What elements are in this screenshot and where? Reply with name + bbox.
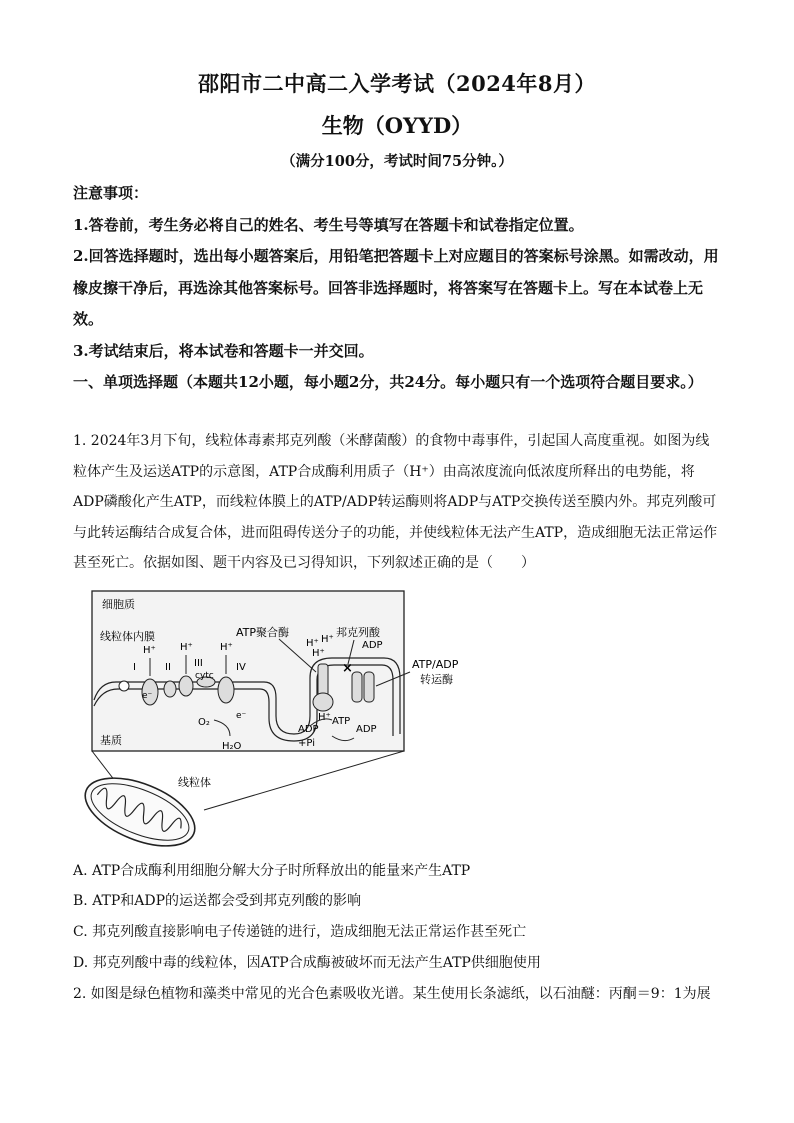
cytc-label: cytc	[195, 671, 214, 681]
question-1-stem	[73, 426, 721, 579]
mitochondria-atp-diagram	[64, 586, 494, 854]
atp-synthase-head	[313, 693, 333, 711]
notice-item-2: 2.回答选择题时，选出每小题答案后，用铅笔把答题卡上对应题目的答案标号涂黑。如需改动，用橡皮擦干净后，再选涂其他答案标号。回答非选择题时，将答案写在答题卡上。写在本试卷上无效。	[73, 247, 719, 328]
cytoplasm-label: 细胞质	[102, 598, 135, 611]
adp-label-matrix: ADP	[356, 724, 377, 735]
electron-label-2: e⁻	[236, 711, 247, 721]
exam-title: 邵阳市二中高二入学考试（2024年8月）	[197, 71, 597, 96]
exam-info: （满分100分，考试时间75分钟。）	[281, 153, 513, 170]
h-plus-label-4: H⁺	[306, 638, 319, 649]
notice-item-3: 3.考试结束后，将本试卷和答题卡一并交回。	[73, 341, 374, 360]
inner-membrane-label: 线粒体内膜	[100, 630, 155, 643]
option-d: D. 邦克列酸中毒的线粒体，因ATP合成酶被破坏而无法产生ATP供细胞使用	[73, 955, 541, 971]
translocase-left	[352, 672, 362, 702]
option-b: B. ATP和ADP的运送都会受到邦克列酸的影响	[73, 893, 362, 909]
complex-ii-label: II	[165, 662, 171, 673]
translocase-right	[364, 672, 374, 702]
h-plus-label-7: H⁺	[318, 712, 331, 723]
section-1-heading: 一、单项选择题（本题共12小题，每小题2分，共24分。每小题只有一个选项符合题目要求。）	[73, 373, 703, 391]
zoom-line-right	[204, 751, 404, 810]
atp-synthase-stalk	[318, 664, 328, 696]
atp-synthase-label: ATP聚合酶	[236, 626, 290, 639]
bongkrekic-acid-label: 邦克列酸	[336, 626, 380, 639]
h2o-label: H₂O	[222, 741, 242, 752]
block-cross: ×	[342, 661, 353, 676]
h-plus-label-1: H⁺	[143, 645, 156, 656]
mitochondrion-label: 线粒体	[178, 776, 211, 789]
adp-label-synth: ADP	[298, 724, 319, 735]
complex-iii-label: III	[194, 658, 203, 669]
complex-iv-label: IV	[236, 662, 246, 673]
electron-label-1: e⁻	[142, 691, 153, 701]
notice-item-1: 1.答卷前，考生务必将自己的姓名、考生号等填写在答题卡和试卷指定位置。	[73, 215, 584, 234]
question-1-text: 1. 2024年3月下旬，线粒体毒素邦克列酸（米酵菌酸）的食物中毒事件，引起国人高度重视。如图为线粒体产生及运送ATP的示意图，ATP合成酶利用质子（H⁺）由高浓度流向低浓度所释出的电势能，将ADP磷酸化产生ATP，而线粒体膜上的ATP/ADP转运酶则将ADP与ATP交换传送至膜内外。邦克列酸可与此转运酶结合成复合体，进而阻碍传送分子的功能，并使线粒体无法产生ATP，造成细胞无法正常运作甚至死亡。依据如图、题干内容及已习得知识，下列叙述正确的是（ ）	[73, 433, 718, 571]
option-c: C. 邦克列酸直接影响电子传递链的进行，造成细胞无法正常运作甚至死亡	[73, 924, 527, 940]
complex-i-shape	[119, 681, 129, 691]
question-2-stem: 2. 如图是绿色植物和藻类中常见的光合色素吸收光谱。某生使用长条滤纸，以石油醚：丙酮＝9：1为展	[73, 986, 711, 1002]
translocase-label-2: 转运酶	[420, 673, 453, 686]
o2-label: O₂	[198, 717, 210, 728]
complex-iv-shape	[218, 677, 234, 703]
atp-label-matrix: ATP	[332, 716, 351, 727]
notice-section	[73, 178, 721, 399]
h-plus-label-6: H⁺	[312, 648, 325, 659]
pi-label: +Pi	[298, 738, 315, 749]
h-plus-label-5: H⁺	[321, 634, 334, 645]
adp-label-out: ADP	[362, 640, 383, 651]
complex-ii-shape	[164, 681, 176, 697]
h-plus-label-2: H⁺	[180, 642, 193, 653]
h-plus-label-3: H⁺	[220, 642, 233, 653]
subject-title: 生物（OYYD）	[321, 113, 473, 138]
translocase-label-1: ATP/ADP	[412, 658, 459, 671]
option-a: A. ATP合成酶利用细胞分解大分子时所释放出的能量来产生ATP	[73, 863, 471, 879]
complex-iii-shape	[179, 676, 193, 696]
notice-heading: 注意事项：	[73, 184, 149, 202]
complex-i-label: I	[133, 662, 136, 673]
matrix-label: 基质	[100, 734, 122, 747]
